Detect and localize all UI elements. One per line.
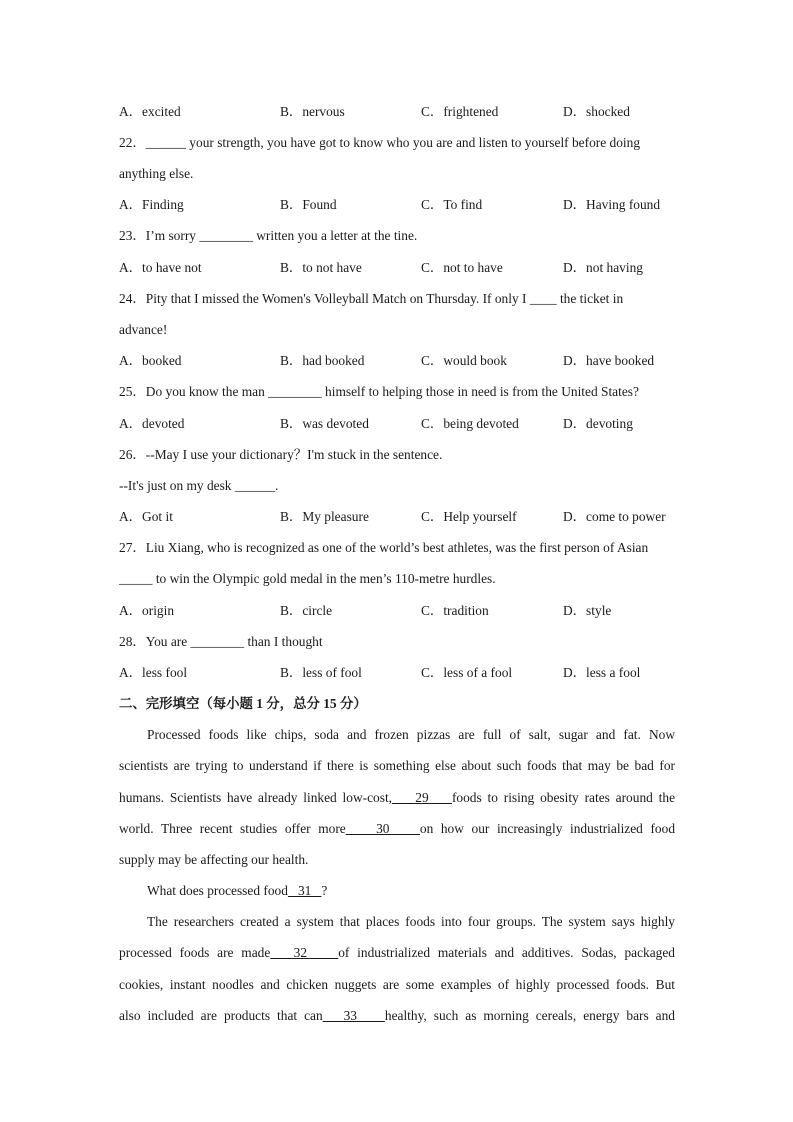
q28-option-d[interactable]: D．less a fool — [563, 665, 641, 680]
q28-stem: 28．You are ________ than I thought — [119, 634, 323, 649]
q27-option-a[interactable]: A．origin — [119, 603, 175, 618]
blank-29[interactable]: 29 — [392, 790, 452, 805]
blank-31[interactable]: 31 — [287, 883, 322, 898]
blank-33[interactable]: 33 — [322, 1008, 385, 1023]
q22-option-d[interactable]: D．Having found — [563, 197, 661, 212]
q23-stem: 23．I’m sorry ________ written you a letter at the tine. — [119, 228, 418, 243]
q25-option-b[interactable]: B．was devoted — [280, 416, 369, 431]
passage-p1-line3: humans. Scientists have already linked low-cost, 29 foods to rising obesity rates around the — [119, 790, 676, 805]
passage-p3-line3: cookies, instant noodles and chicken nuggets are some examples of highly processed foods. But — [119, 977, 675, 992]
q25-option-d[interactable]: D．devoting — [563, 416, 633, 431]
q22-option-b[interactable]: B．Found — [280, 197, 337, 212]
q26-stem-line1: 26．--May I use your dictionary？I'm stuck in the sentence. — [119, 447, 443, 462]
q25-option-c[interactable]: C．being devoted — [421, 416, 519, 431]
passage-p3-line4: also included are products that can 33 healthy, such as morning cereals, energy bars and — [119, 1008, 675, 1023]
passage-p1-line4: world. Three recent studies offer more 30 on how our increasingly industrialized food — [119, 821, 676, 836]
q21-option-c[interactable]: C．frightened — [421, 104, 499, 119]
q24-option-c[interactable]: C．would book — [421, 353, 507, 368]
q23-option-b[interactable]: B．to not have — [280, 260, 362, 275]
q22-stem-line1: 22．______ your strength, you have got to know who you are and listen to yourself before doing — [119, 135, 641, 150]
q23-option-d[interactable]: D．not having — [563, 260, 643, 275]
q23-option-c[interactable]: C．not to have — [421, 260, 503, 275]
q25-option-a[interactable]: A．devoted — [119, 416, 185, 431]
q28-option-c[interactable]: C．less of a fool — [421, 665, 513, 680]
q25-stem: 25．Do you know the man ________ himself to helping those in need is from the United States? — [119, 384, 639, 399]
q27-stem-line2: _____ to win the Olympic gold medal in the men’s 110-metre hurdles. — [119, 571, 496, 586]
blank-30[interactable]: 30 — [345, 821, 420, 836]
q24-stem-line1: 24．Pity that I missed the Women's Volleyball Match on Thursday. If only I ____ the ticket in — [119, 291, 624, 306]
q22-stem-line2: anything else. — [119, 166, 194, 181]
passage-p2: What does processed food 31 ? — [147, 883, 328, 898]
passage-p1-line2: scientists are trying to understand if there is something else about such foods that may be bad for — [119, 758, 675, 773]
q26-stem-line2: --It's just on my desk ______. — [119, 478, 279, 493]
q24-option-a[interactable]: A．booked — [119, 353, 182, 368]
section-heading: 二、完形填空（每小题 1 分，总分 15 分） — [119, 696, 367, 711]
q21-option-a[interactable]: A．excited — [119, 104, 181, 119]
q28-option-a[interactable]: A．less fool — [119, 665, 188, 680]
q22-option-a[interactable]: A．Finding — [119, 197, 184, 212]
passage-p3-line2: processed foods are made 32 of industrialized materials and additives. Sodas, packaged — [119, 945, 676, 960]
q26-option-d[interactable]: D．come to power — [563, 509, 666, 524]
q27-option-c[interactable]: C．tradition — [421, 603, 489, 618]
passage-p1-line1: Processed foods like chips, soda and frozen pizzas are full of salt, sugar and fat. Now — [147, 727, 675, 742]
q22-option-c[interactable]: C．To find — [421, 197, 483, 212]
q28-option-b[interactable]: B．less of fool — [280, 665, 362, 680]
q27-option-d[interactable]: D．style — [563, 603, 612, 618]
blank-32[interactable]: 32 — [270, 945, 339, 960]
q24-stem-line2: advance! — [119, 322, 168, 337]
q27-stem-line1: 27．Liu Xiang, who is recognized as one of the world’s best athletes, was the first person of Asian — [119, 540, 649, 555]
q26-option-b[interactable]: B．My pleasure — [280, 509, 369, 524]
q26-option-a[interactable]: A．Got it — [119, 509, 173, 524]
q23-option-a[interactable]: A．to have not — [119, 260, 202, 275]
passage-p1-line5: supply may be affecting our health. — [119, 852, 309, 867]
q26-option-c[interactable]: C．Help yourself — [421, 509, 517, 524]
q21-option-b[interactable]: B．nervous — [280, 104, 345, 119]
q24-option-d[interactable]: D．have booked — [563, 353, 655, 368]
q27-option-b[interactable]: B．circle — [280, 603, 333, 618]
q24-option-b[interactable]: B．had booked — [280, 353, 365, 368]
passage-p3-line1: The researchers created a system that places foods into four groups. The system says highly — [147, 914, 675, 929]
q21-option-d[interactable]: D．shocked — [563, 104, 630, 119]
